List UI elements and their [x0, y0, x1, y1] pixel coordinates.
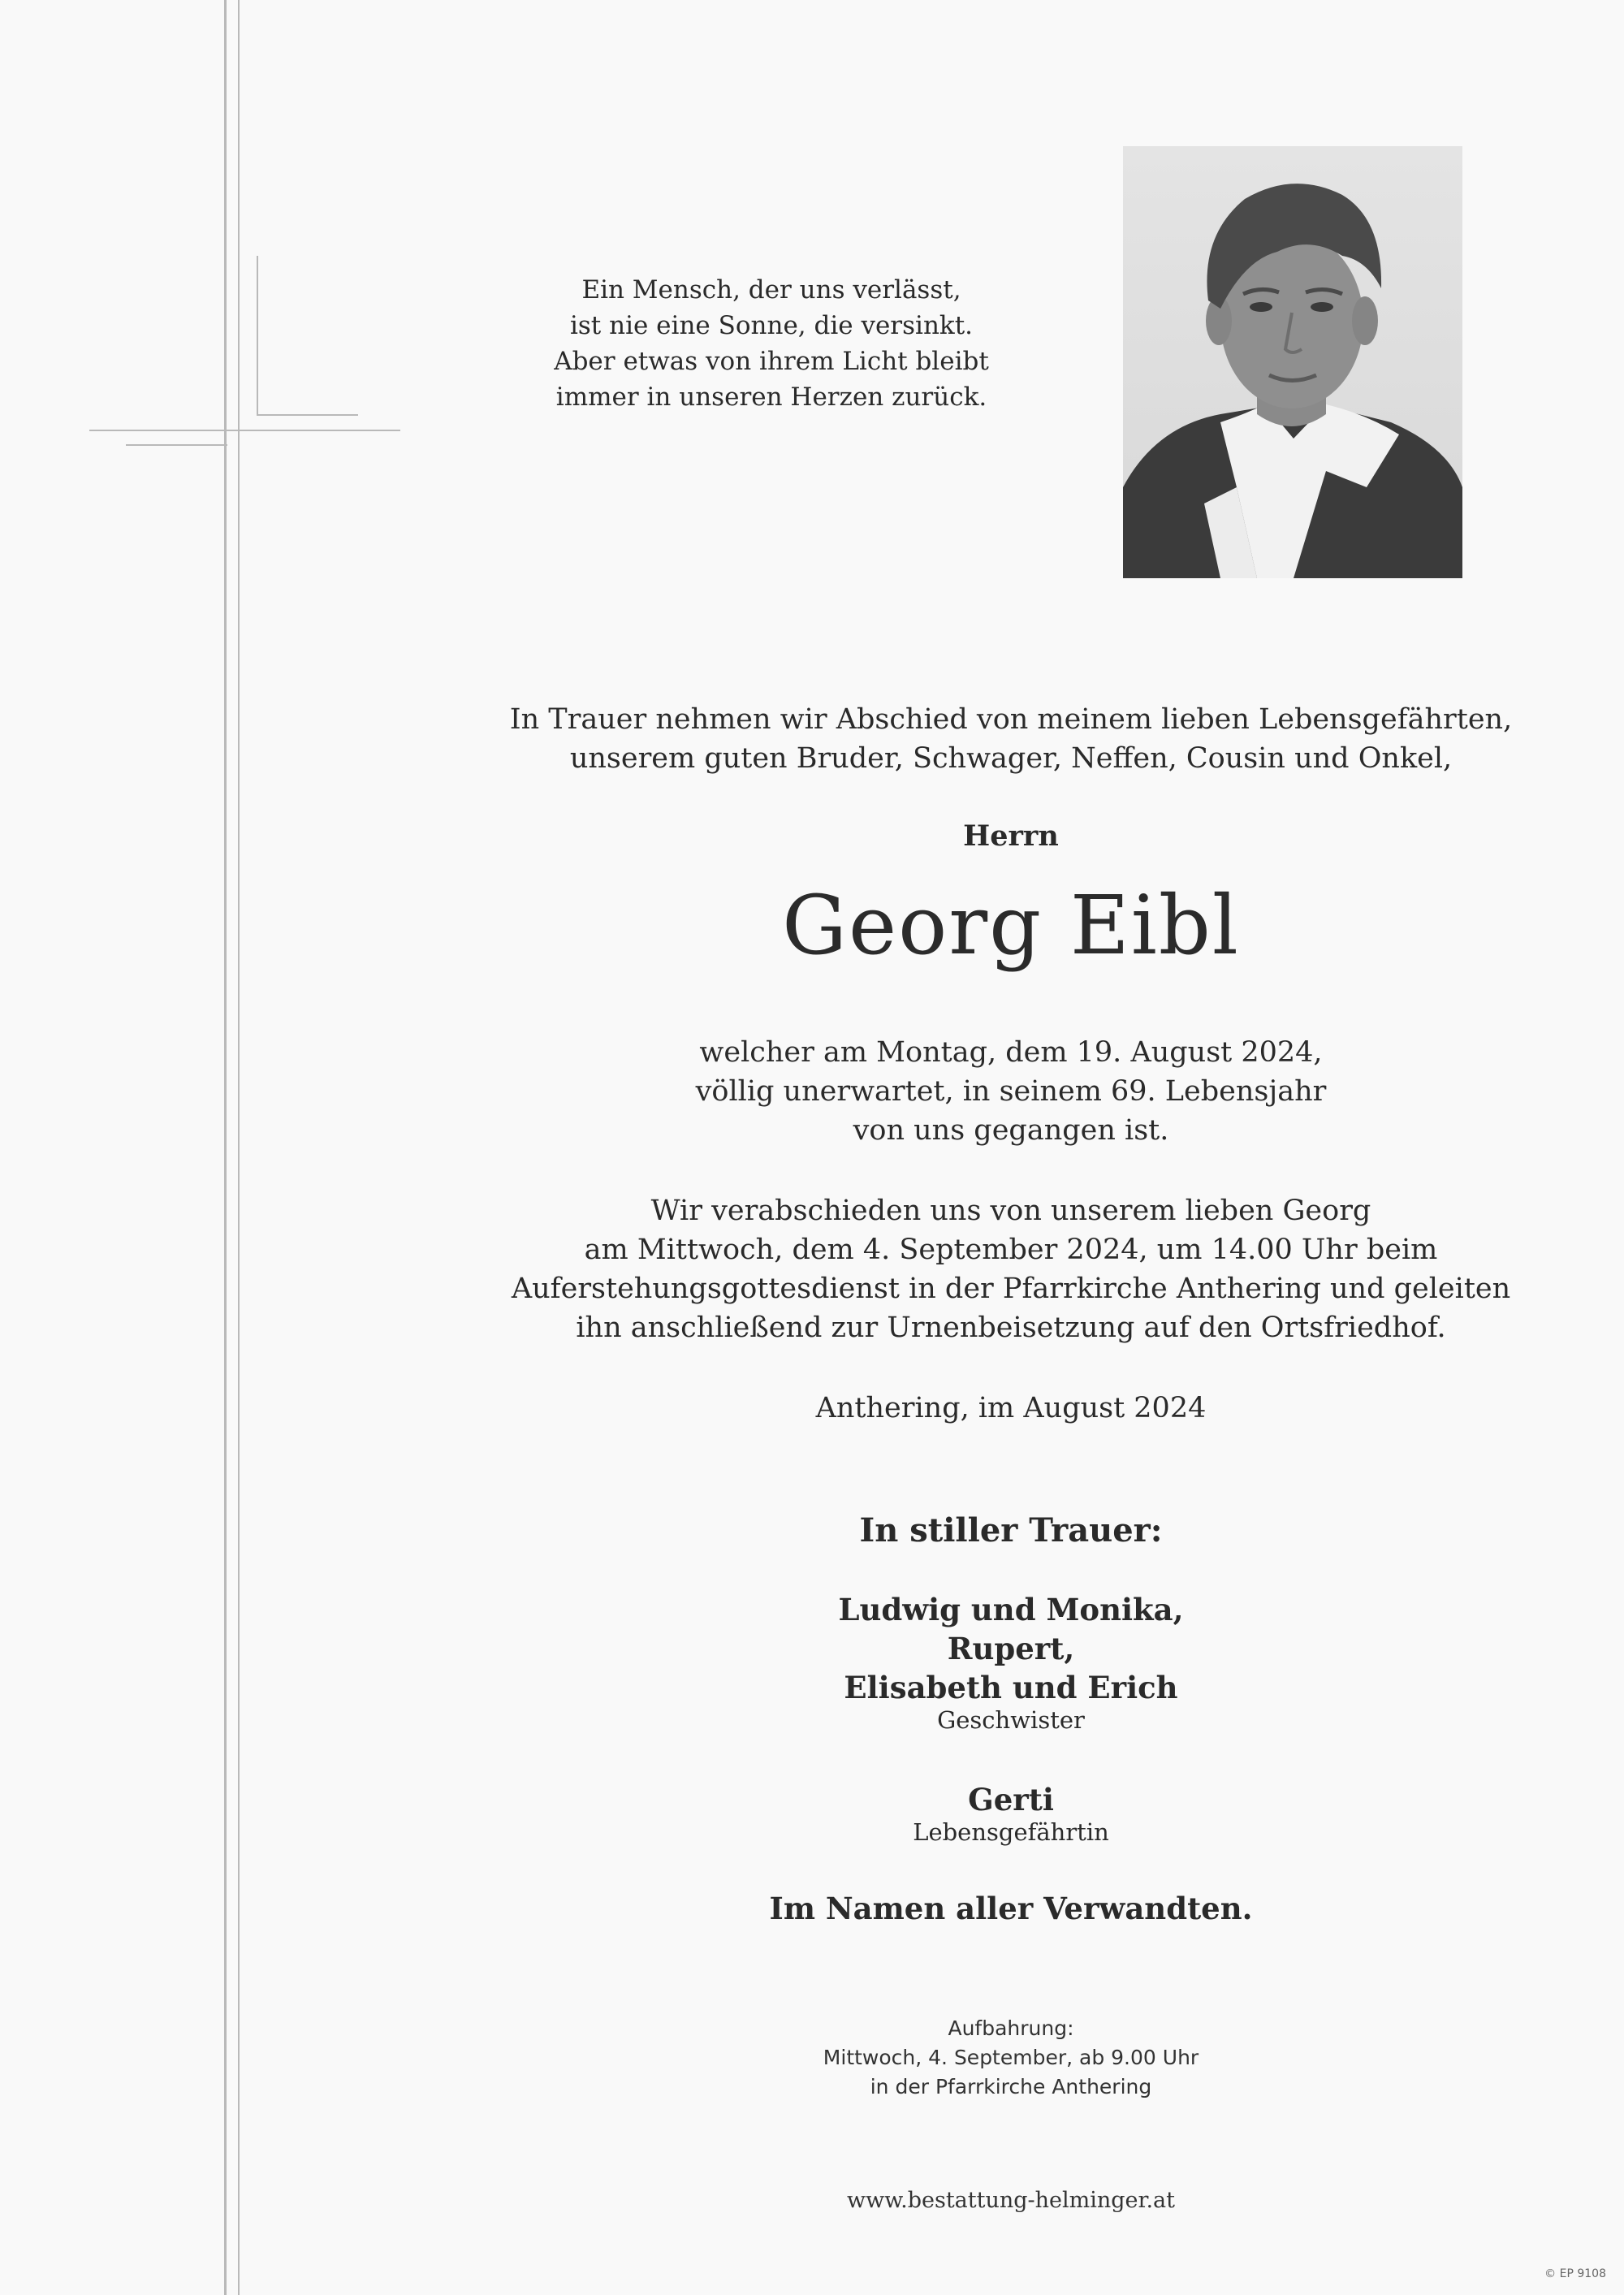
place-and-date: Anthering, im August 2024 — [815, 1392, 1207, 1424]
siblings-relation: Geschwister — [937, 1706, 1085, 1734]
death-line: völlig unerwartet, in seinem 69. Lebensjahr — [695, 1075, 1327, 1108]
memorial-quote — [487, 272, 1056, 415]
siblings-list — [487, 1590, 1535, 1707]
death-line: welcher am Montag, dem 19. August 2024, — [699, 1036, 1323, 1069]
service-line: Auferstehungsgottesdienst in der Pfarrkirche Anthering und geleiten — [511, 1273, 1511, 1305]
announcement-intro — [487, 700, 1535, 778]
cross-vertical-line-left — [224, 0, 227, 2295]
mourners-title: In stiller Trauer: — [859, 1511, 1163, 1549]
salutation: Herrn — [963, 819, 1059, 853]
quote-line: Aber etwas von ihrem Licht bleibt — [554, 347, 989, 376]
portrait-photo — [1123, 146, 1462, 578]
closing-line: Im Namen aller Verwandten. — [769, 1891, 1253, 1926]
portrait-photo-image — [1123, 146, 1462, 578]
cross-vertical-line-short — [257, 256, 258, 414]
cross-horizontal-line-main — [89, 430, 400, 431]
intro-line: unserem guten Bruder, Schwager, Neffen, Cousin und Onkel, — [569, 742, 1453, 775]
quote-line: immer in unseren Herzen zurück. — [555, 382, 987, 412]
service-line: am Mittwoch, dem 4. September 2024, um 14.00 Uhr beim — [584, 1234, 1438, 1266]
sibling-name: Ludwig und Monika, — [838, 1592, 1184, 1627]
viewing-info — [650, 2014, 1372, 2102]
funeral-home-website: www.bestattung-helminger.at — [846, 2188, 1176, 2213]
death-line: von uns gegangen ist. — [853, 1114, 1169, 1147]
death-notice — [487, 1033, 1535, 1150]
cross-vertical-line-right — [238, 0, 240, 2295]
viewing-line: Aufbahrung: — [948, 2016, 1074, 2040]
sibling-name: Rupert, — [947, 1631, 1075, 1666]
partner-relation: Lebensgefährtin — [913, 1818, 1109, 1846]
intro-line: In Trauer nehmen wir Abschied von meinem lieben Lebensgefährten, — [509, 703, 1513, 736]
quote-line: ist nie eine Sonne, die versinkt. — [569, 311, 974, 340]
viewing-line: Mittwoch, 4. September, ab 9.00 Uhr — [823, 2046, 1199, 2069]
service-line: ihn anschließend zur Urnenbeisetzung auf den Ortsfriedhof. — [576, 1312, 1446, 1344]
print-code: © EP 9108 — [1544, 2267, 1606, 2280]
deceased-name: Georg Eibl — [782, 878, 1240, 973]
partner-name: Gerti — [968, 1782, 1054, 1817]
cross-horizontal-line-top — [257, 414, 358, 416]
funeral-service-info — [487, 1191, 1535, 1347]
quote-line: Ein Mensch, der uns verlässt, — [581, 275, 961, 305]
cross-horizontal-line-bottom — [126, 444, 227, 446]
service-line: Wir verabschieden uns von unserem lieben Georg — [650, 1195, 1371, 1227]
sibling-name: Elisabeth und Erich — [844, 1670, 1178, 1705]
viewing-line: in der Pfarrkirche Anthering — [870, 2075, 1152, 2098]
